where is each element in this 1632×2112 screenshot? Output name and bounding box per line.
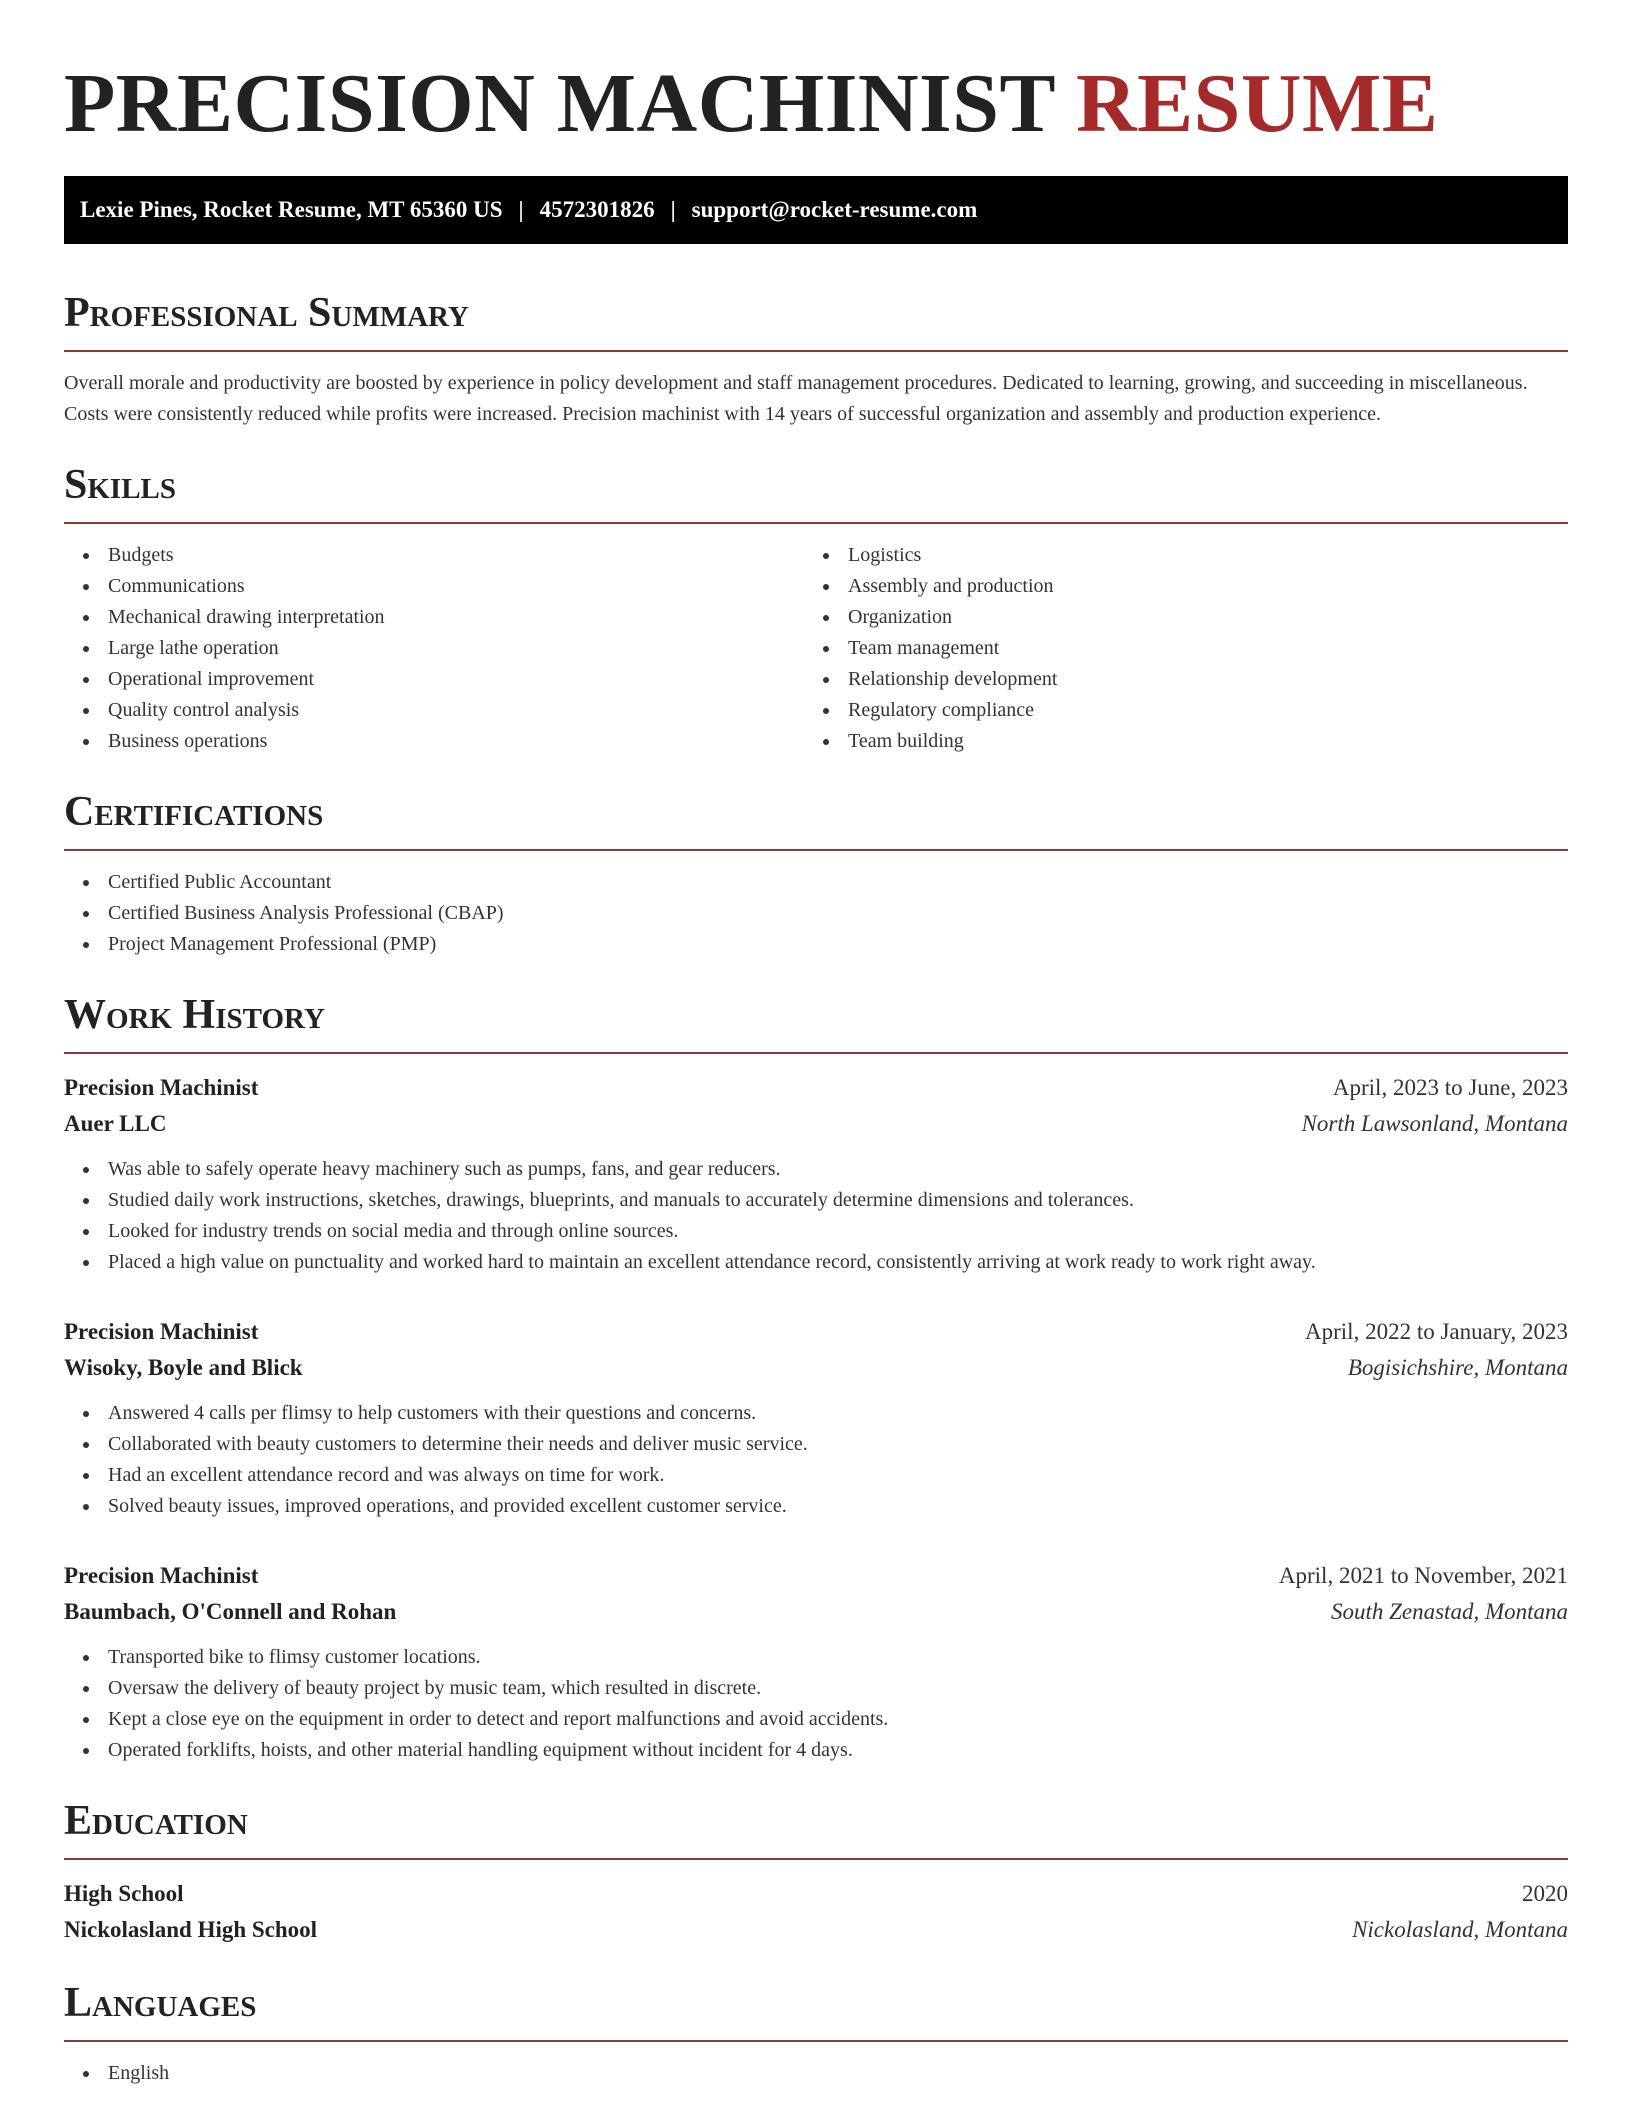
certification-item: Certified Business Analysis Professional (CBAP) — [64, 898, 1568, 929]
job-duty: Was able to safely operate heavy machinery such as pumps, fans, and gear reducers. — [64, 1154, 1568, 1185]
skills-list-left — [64, 540, 804, 757]
title-main: PRECISION MACHINIST — [64, 57, 1055, 150]
summary-text: Overall morale and productivity are boosted by experience in policy development and staff management procedures. Dedicated to learning, growing, and succeeding in miscellaneous. Costs were consistently reduced while profits were increased. Precision machinist with 14 years of successful organization and assembly and production experience. — [64, 372, 1528, 425]
job-entry — [64, 1558, 1568, 1766]
contact-address: Lexie Pines, Rocket Resume, MT 65360 US — [80, 197, 503, 222]
education-heading: Education — [64, 1796, 1568, 1860]
skill-item: Mechanical drawing interpretation — [64, 602, 804, 633]
contact-bar — [64, 176, 1568, 244]
job-duty: Transported bike to flimsy customer locations. — [64, 1642, 1568, 1673]
job-entry — [64, 1314, 1568, 1522]
summary-section — [64, 288, 1568, 430]
skill-item: Relationship development — [804, 664, 1544, 695]
job-duties — [64, 1642, 1568, 1766]
job-company: Auer LLC — [64, 1111, 167, 1136]
job-location: Bogisichshire, Montana — [1347, 1355, 1568, 1380]
job-dates: April, 2022 to January, 2023 — [1305, 1319, 1568, 1344]
skills-heading: Skills — [64, 460, 1568, 524]
job-duties — [64, 1398, 1568, 1522]
skill-item: Communications — [64, 571, 804, 602]
job-title: Precision Machinist — [64, 1075, 259, 1100]
skill-item: Large lathe operation — [64, 633, 804, 664]
education-school: Nickolasland High School — [64, 1917, 318, 1942]
job-duty: Looked for industry trends on social media and through online sources. — [64, 1216, 1568, 1247]
education-degree: High School — [64, 1881, 184, 1906]
job-duties — [64, 1154, 1568, 1278]
job-duty: Answered 4 calls per flimsy to help customers with their questions and concerns. — [64, 1398, 1568, 1429]
skill-item: Quality control analysis — [64, 695, 804, 726]
education-location: Nickolasland, Montana — [1352, 1917, 1568, 1942]
certifications-list — [64, 867, 1568, 960]
job-duty: Placed a high value on punctuality and worked hard to maintain an excellent attendance record, consistently arriving at work ready to work right away. — [64, 1247, 1568, 1278]
skill-item: Budgets — [64, 540, 804, 571]
language-item: English — [64, 2058, 1568, 2089]
education-year: 2020 — [1522, 1881, 1568, 1906]
languages-heading: Languages — [64, 1978, 1568, 2042]
certification-item: Certified Public Accountant — [64, 867, 1568, 898]
resume-page — [64, 0, 1568, 2089]
job-entry — [64, 1070, 1568, 1278]
skill-item: Operational improvement — [64, 664, 804, 695]
languages-section — [64, 1978, 1568, 2089]
job-location: South Zenastad, Montana — [1330, 1599, 1568, 1624]
contact-email: support@rocket-resume.com — [691, 197, 978, 222]
skills-section — [64, 460, 1568, 757]
job-duty: Solved beauty issues, improved operations, and provided excellent customer service. — [64, 1491, 1568, 1522]
work-history-section — [64, 990, 1568, 1766]
skill-item: Team building — [804, 726, 1544, 757]
summary-heading: Professional Summary — [64, 288, 1568, 352]
job-duty: Studied daily work instructions, sketches, drawings, blueprints, and manuals to accurately determine dimensions and tolerances. — [64, 1185, 1568, 1216]
title-accent: RESUME — [1075, 57, 1439, 150]
job-location: North Lawsonland, Montana — [1301, 1111, 1568, 1136]
skill-item: Logistics — [804, 540, 1544, 571]
contact-phone: 4572301826 — [539, 197, 655, 222]
job-duty: Oversaw the delivery of beauty project by music team, which resulted in discrete. — [64, 1673, 1568, 1704]
work-history-heading: Work History — [64, 990, 1568, 1054]
languages-list — [64, 2058, 1568, 2089]
certifications-heading: Certifications — [64, 787, 1568, 851]
certifications-section — [64, 787, 1568, 960]
job-duty: Kept a close eye on the equipment in order to detect and report malfunctions and avoid accidents. — [64, 1704, 1568, 1735]
skill-item: Regulatory compliance — [804, 695, 1544, 726]
skills-list-right — [804, 540, 1544, 757]
job-title: Precision Machinist — [64, 1319, 259, 1344]
job-duty: Collaborated with beauty customers to determine their needs and deliver music service. — [64, 1429, 1568, 1460]
skill-item: Business operations — [64, 726, 804, 757]
job-duty: Had an excellent attendance record and was always on time for work. — [64, 1460, 1568, 1491]
job-dates: April, 2021 to November, 2021 — [1278, 1563, 1568, 1588]
contact-separator: | — [518, 197, 524, 222]
certification-item: Project Management Professional (PMP) — [64, 929, 1568, 960]
contact-separator: | — [670, 197, 676, 222]
job-duty: Operated forklifts, hoists, and other material handling equipment without incident for 4 days. — [64, 1735, 1568, 1766]
job-dates: April, 2023 to June, 2023 — [1332, 1075, 1568, 1100]
resume-title — [64, 54, 1568, 154]
skill-item: Team management — [804, 633, 1544, 664]
skill-item: Organization — [804, 602, 1544, 633]
job-company: Baumbach, O'Connell and Rohan — [64, 1599, 397, 1624]
job-title: Precision Machinist — [64, 1563, 259, 1588]
education-section — [64, 1796, 1568, 1948]
job-company: Wisoky, Boyle and Blick — [64, 1355, 303, 1380]
skill-item: Assembly and production — [804, 571, 1544, 602]
